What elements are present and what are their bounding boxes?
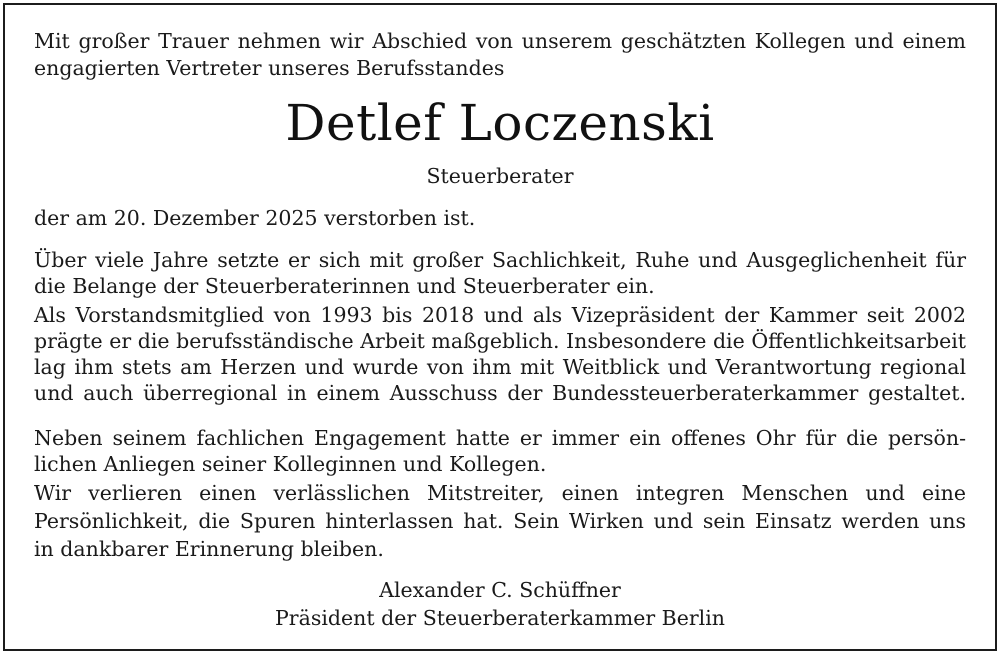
intro-line-2: engagierten Vertreter unseres Berufsstandes [34,56,505,80]
body-line: prägte er die berufsständische Arbeit maßgeblich. Insbesondere die Öffentlichkeitsarbeit [34,329,966,353]
body-line: Wir verlieren einen verlässlichen Mitstreiter, einen integren Menschen und eine [34,481,966,505]
body-line: Über viele Jahre setzte er sich mit großer Sachlichkeit, Ruhe und Ausgeglichenheit für [34,248,966,272]
obituary-notice [3,3,997,651]
body-line: lag ihm stets am Herzen und wurde von ihm mit Weitblick und Verantwortung regional [34,355,966,379]
body-line: Persönlichkeit, die Spuren hinterlassen hat. Sein Wirken und sein Einsatz werden uns [34,509,966,533]
body-line: in dankbarer Erinnerung bleiben. [34,537,384,561]
body-line: die Belange der Steuerberaterinnen und Steuerberater ein. [34,274,655,298]
body-line: und auch überregional in einem Ausschuss der Bundessteuerberaterkammer gestaltet. [34,381,966,405]
body-line: Neben seinem fachlichen Engagement hatte er immer ein offenes Ohr für die persön- [34,426,966,450]
date-of-death-line: der am 20. Dezember 2025 verstorben ist. [34,206,476,230]
deceased-name: Detlef Loczenski [285,94,715,152]
body-line: Als Vorstandsmitglied von 1993 bis 2018 und als Vizepräsident der Kammer seit 2002 [34,303,966,327]
deceased-profession: Steuerberater [426,164,574,188]
signature-title: Präsident der Steuerberaterkammer Berlin [275,606,725,630]
signature-name: Alexander C. Schüffner [379,578,621,602]
intro-line-1: Mit großer Trauer nehmen wir Abschied von unserem geschätzten Kollegen und einem [34,29,966,53]
body-line: lichen Anliegen seiner Kolleginnen und Kollegen. [34,452,547,476]
